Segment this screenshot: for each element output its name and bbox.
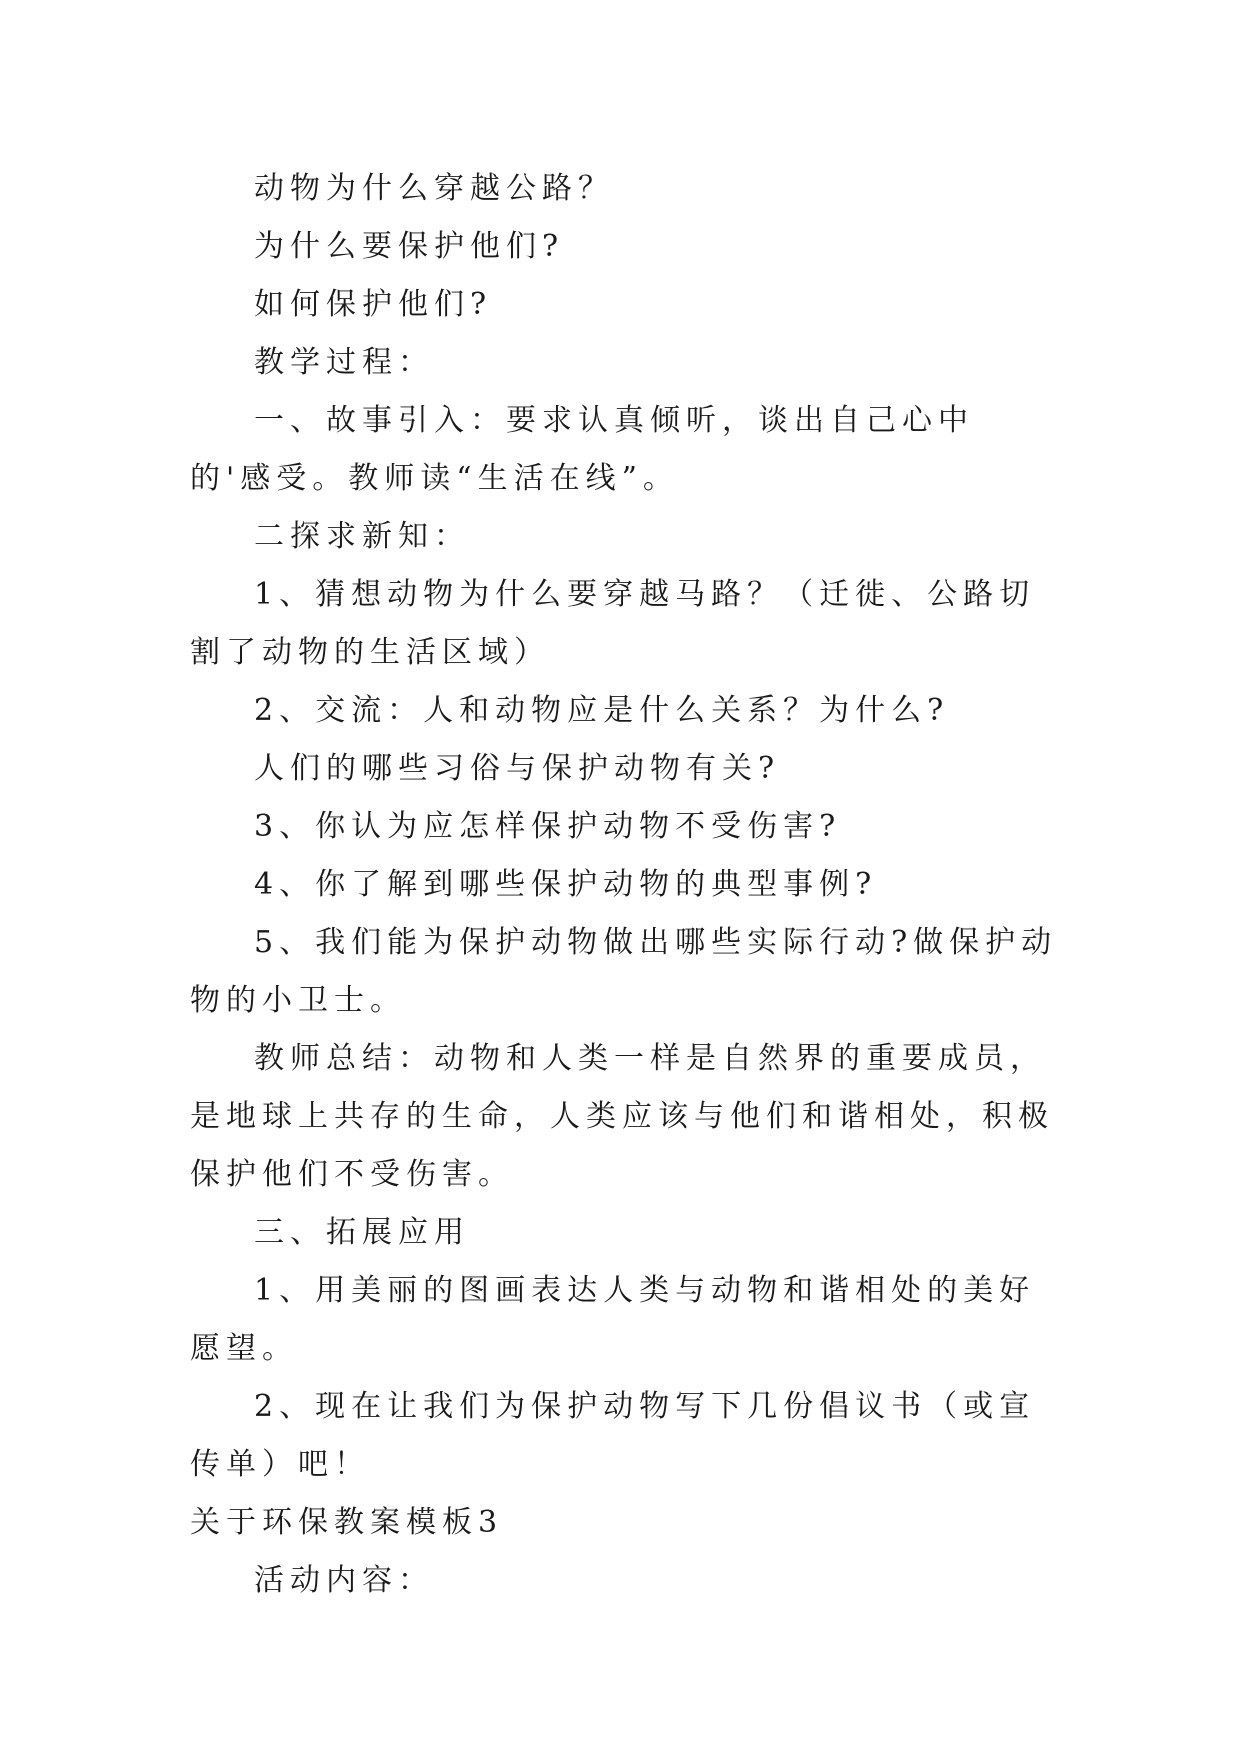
paragraph-customs: 人们的哪些习俗与保护动物有关? xyxy=(254,751,781,786)
paragraph-story-intro: 一、故事引入：要求认真倾听，谈出自己心中的'感受。教师读“生活在线”。 xyxy=(190,403,974,496)
paragraph-activity-content: 活动内容： xyxy=(254,1563,434,1598)
paragraph-extension-item-2: 2、现在让我们为保护动物写下几份倡议书（或宣传单）吧！ xyxy=(190,1389,1036,1482)
paragraph-item-3-protect: 3、你认为应怎样保护动物不受伤害? xyxy=(254,809,842,844)
paragraph-item-4-examples: 4、你了解到哪些保护动物的典型事例? xyxy=(254,867,878,902)
paragraph-extension: 三、拓展应用 xyxy=(254,1215,470,1250)
paragraph-teaching-process: 教学过程： xyxy=(254,345,434,380)
paragraph-question-why-cross: 动物为什么穿越公路？ xyxy=(254,171,614,206)
paragraph-teacher-summary: 教师总结：动物和人类一样是自然界的重要成员，是地球上共存的生命，人类应该与他们和谐相处，积极保护他们不受伤害。 xyxy=(190,1041,1054,1192)
paragraph-item-2-discuss: 2、交流：人和动物应是什么关系？为什么? xyxy=(254,693,950,728)
paragraph-item-1-guess: 1、猜想动物为什么要穿越马路？（迁徙、公路切割了动物的生活区域） xyxy=(190,577,1036,670)
paragraph-explore-new: 二探求新知： xyxy=(254,519,470,554)
section-heading-template-3: 关于环保教案模板3 xyxy=(190,1505,504,1540)
paragraph-item-5-actions: 5、我们能为保护动物做出哪些实际行动?做保护动物的小卫士。 xyxy=(190,925,1058,1018)
paragraph-question-how-protect: 如何保护他们? xyxy=(254,287,493,322)
document-body xyxy=(190,160,1060,1610)
paragraph-extension-item-1: 1、用美丽的图画表达人类与动物和谐相处的美好愿望。 xyxy=(190,1273,1036,1366)
paragraph-question-why-protect: 为什么要保护他们? xyxy=(254,229,565,264)
